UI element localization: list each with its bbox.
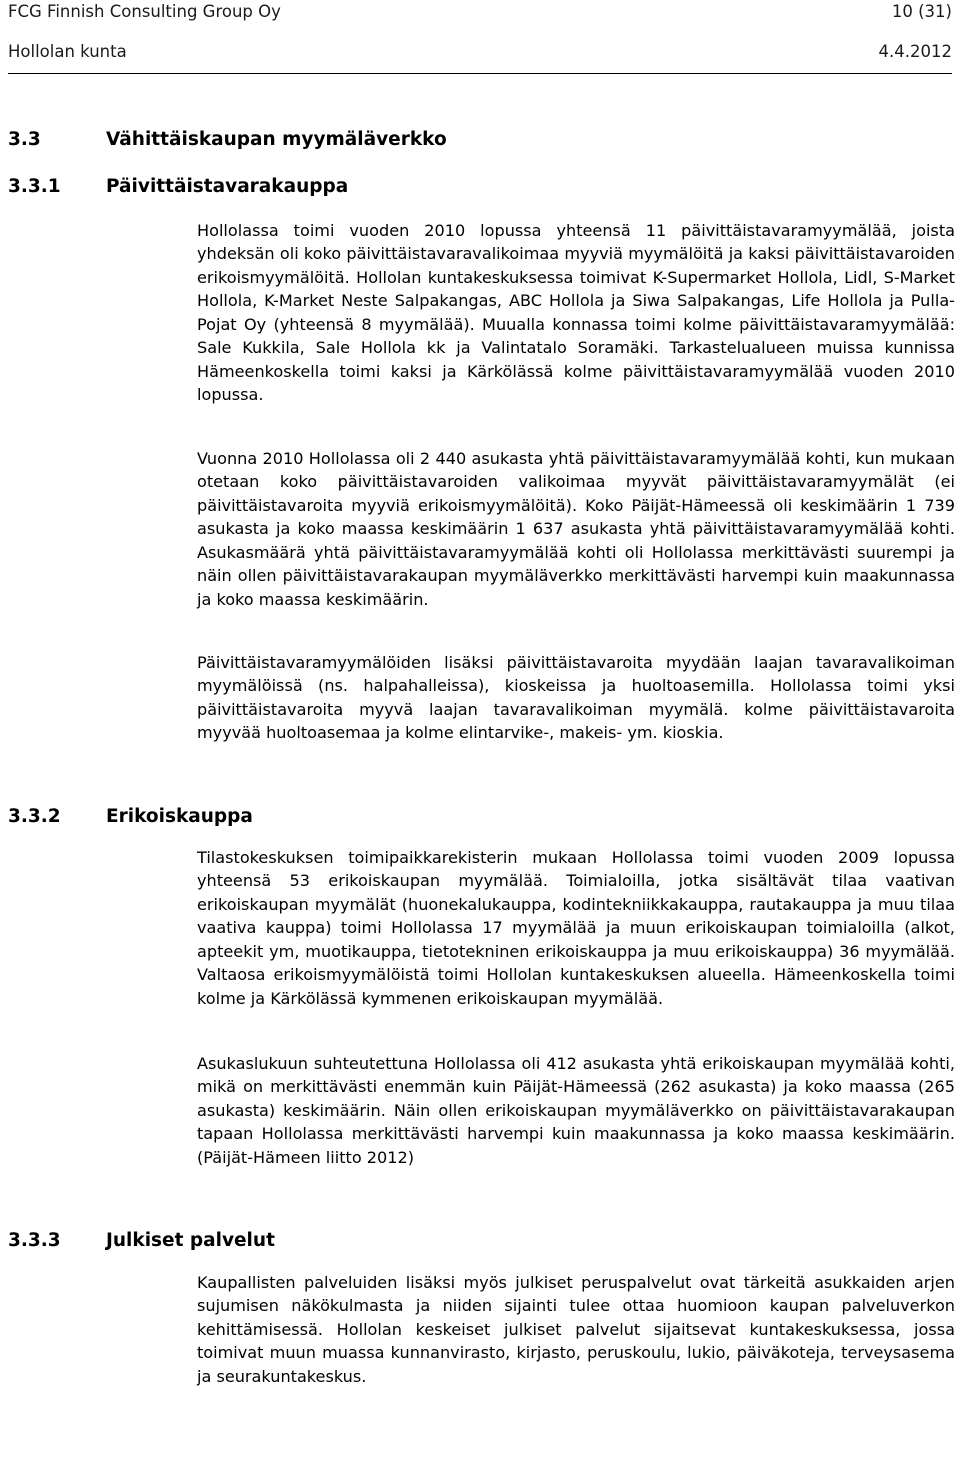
document-date: 4.4.2012 bbox=[878, 42, 952, 61]
client-name: Hollolan kunta bbox=[8, 42, 127, 61]
section-heading-3-3-3 bbox=[8, 1229, 275, 1253]
section-title: Erikoiskauppa bbox=[106, 806, 253, 827]
section-title: Päivittäistavarakauppa bbox=[106, 176, 349, 197]
section-title: Vähittäiskaupan myymäläverkko bbox=[106, 129, 447, 150]
section-heading-3-3-2 bbox=[8, 805, 253, 829]
section-heading-3-3-1 bbox=[8, 175, 348, 199]
section-number: 3.3.2 bbox=[8, 806, 61, 827]
paragraph: Päivittäistavaramyymälöiden lisäksi päivittäistavaroita myydään laajan tavaravalikoiman myymälöissä (ns. halpahalleissa), kioskeissa ja huoltoasemilla. Hollolassa toimi yksi päivittäistavaroita myyvä laajan tavaravalikoiman myymälä. kolme päivittäistavaroita myyvää huoltoasemaa ja kolme elintarvike-, makeis- ym. kioskia. bbox=[197, 653, 955, 743]
paragraph: Hollolassa toimi vuoden 2010 lopussa yhteensä 11 päivittäistavaramyymälää, joista yhdeksän oli koko päivittäistavaravalikoimaa myyviä myymälöitä ja kaksi päivittäistavaroiden erikoismyymälöitä. Hollolan kuntakeskuksessa toimivat K-Supermarket Hollola, Lidl, S-Market Hollola, K-Market Neste Salpakangas, ABC Hollola ja Siwa Salpakangas, Life Hollola ja Pulla-Pojat Oy (yhteensä 8 myymälää). Muualla konnassa toimi kolme päivittäistavaramyymälää: Sale Kukkila, Sale Hollola kk ja Valintatalo Soramäki. Tarkastelualueen muissa kunnissa Hämeenkoskella toimi kaksi ja Kärkölässä kolme päivittäistavaramyymälää vuoden 2010 lopussa. bbox=[197, 221, 955, 405]
company-name: FCG Finnish Consulting Group Oy bbox=[8, 2, 281, 21]
section-number: 3.3.3 bbox=[8, 1230, 61, 1251]
page-header-bottom bbox=[8, 42, 952, 62]
paragraph: Kaupallisten palveluiden lisäksi myös julkiset peruspalvelut ovat tärkeitä asukkaiden arjen sujumisen näkökulmasta ja niiden sijainti tulee ottaa huomioon kaupan palveluverkon kehittämisessä. Hollolan keskeiset julkiset palvelut sijaitsevat kuntakeskuksessa, jossa toimivat muun muassa kunnanvirasto, kirjasto, peruskoulu, lukio, päiväkoteja, terveysasema ja seurakuntakeskus. bbox=[197, 1273, 955, 1386]
paragraph: Vuonna 2010 Hollolassa oli 2 440 asukasta yhtä päivittäistavaramyymälää kohti, kun mukaan otetaan koko päivittäistavaroiden valikoimaa myyvät päivittäistavaramyymälät (ei päivittäistavaroita myyviä erikoismyymälöitä). Koko Päijät-Hämeessä oli keskimäärin 1 739 asukasta ja koko maassa keskimäärin 1 637 asukasta yhtä päivittäistavaramyymälää kohti. Asukasmäärä yhtä päivittäistavaramyymälää kohti oli Hollolassa merkittävästi suurempi ja näin ollen päivittäistavarakaupan myymäläverkko merkittävästi harvempi kuin maakunnassa ja koko maassa keskimäärin. bbox=[197, 449, 955, 609]
page-header-top bbox=[8, 2, 952, 22]
page-number: 10 (31) bbox=[891, 2, 952, 21]
paragraph: Asukaslukuun suhteutettuna Hollolassa oli 412 asukasta yhtä erikoiskaupan myymälää kohti, mikä on merkittävästi enemmän kuin Päijät-Hämeessä (262 asukasta) ja koko maassa (265 asukasta) keskimäärin. Näin ollen erikoiskaupan myymäläverkko on päivittäistavarakaupan tapaan Hollolassa merkittävästi harvempi kuin maakunnassa ja koko maassa keskimäärin. (Päijät-Hämeen liitto 2012) bbox=[197, 1054, 955, 1167]
section-number: 3.3.1 bbox=[8, 176, 61, 197]
header-divider bbox=[8, 73, 952, 74]
paragraph: Tilastokeskuksen toimipaikkarekisterin mukaan Hollolassa toimi vuoden 2009 lopussa yhteensä 53 erikoiskaupan myymälää. Toimialoilla, jotka sisältävät tilaa vaativan erikoiskaupan myymälät (huonekalukauppa, kodintekniikkakauppa, rautakauppa ja muu tilaa vaativa kauppa) toimi Hollolassa 17 myymälää ja muun erikoiskaupan toimialoilla (alkot, apteekit ym, muotikauppa, tietotekninen erikoiskauppa ja muu erikoiskauppa) 36 myymälää. Valtaosa erikoismyymälöistä toimi Hollolan kuntakeskuksen alueella. Hämeenkoskella toimi kolme ja Kärkölässä kymmenen erikoiskaupan myymälää. bbox=[197, 848, 955, 1008]
section-heading-3-3 bbox=[8, 128, 447, 152]
section-number: 3.3 bbox=[8, 129, 41, 150]
section-title: Julkiset palvelut bbox=[106, 1230, 275, 1251]
